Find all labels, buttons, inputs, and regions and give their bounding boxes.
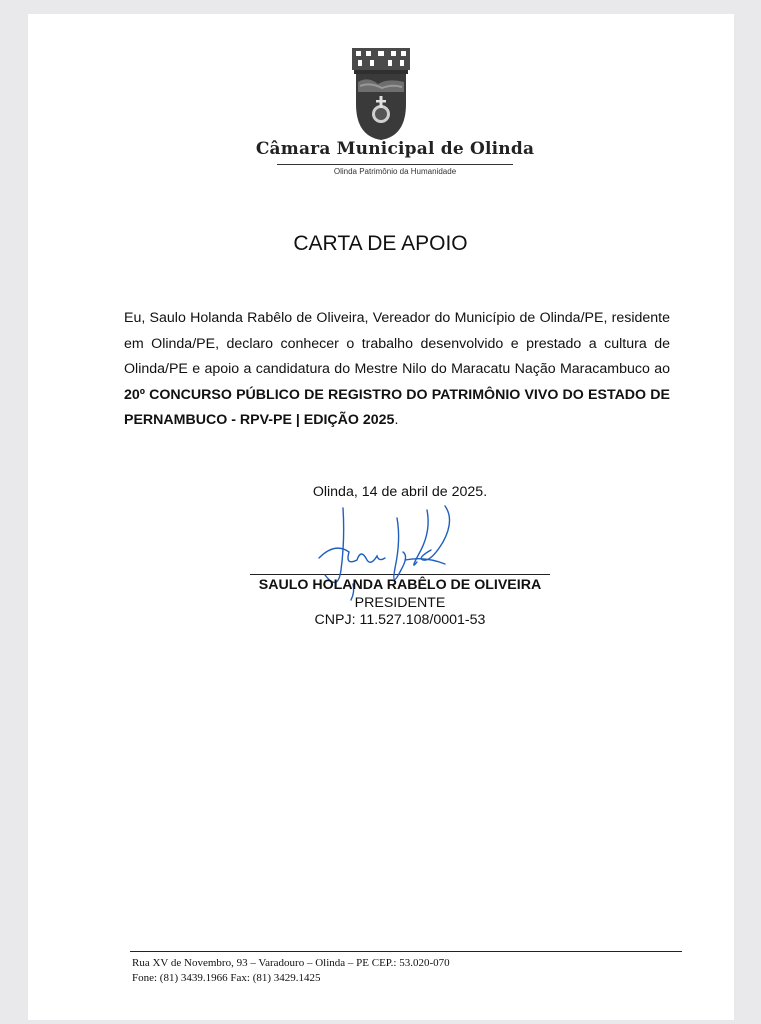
signer-name: SAULO HOLANDA RABÊLO DE OLIVEIRA bbox=[258, 577, 542, 593]
document-title: CARTA DE APOIO bbox=[293, 232, 468, 255]
footer-divider bbox=[130, 951, 682, 952]
date-line: Olinda, 14 de abril de 2025. bbox=[312, 484, 488, 500]
olinda-coat-of-arms-icon bbox=[348, 46, 414, 142]
institution-name: Câmara Municipal de Olinda bbox=[255, 139, 535, 159]
body-end-text: . bbox=[394, 412, 399, 428]
signer-role: PRESIDENTE bbox=[354, 595, 446, 611]
handwritten-signature bbox=[305, 500, 470, 610]
footer-phones: Fone: (81) 3439.1966 Fax: (81) 3429.1425 bbox=[132, 972, 321, 984]
letter-body bbox=[124, 306, 670, 434]
header-divider bbox=[277, 164, 513, 165]
institution-tagline: Olinda Patrimônio da Humanidade bbox=[333, 167, 457, 176]
body-plain-text: Eu, Saulo Holanda Rabêlo de Oliveira, Vereador do Município de Olinda/PE, residente em Olinda/PE, declaro conhecer o trabalho desenvolvido e prestado a cultura de Olinda/PE e apoio a candidatura do Mestre Nilo do Maracatu Nação Maracambuco ao bbox=[124, 310, 670, 377]
footer-address: Rua XV de Novembro, 93 – Varadouro – Olinda – PE CEP.: 53.020-070 bbox=[132, 957, 450, 969]
footer bbox=[132, 956, 450, 986]
signer-cnpj: CNPJ: 11.527.108/0001-53 bbox=[314, 612, 486, 628]
body-bold-text: 20º CONCURSO PÚBLICO DE REGISTRO DO PATRIMÔNIO VIVO DO ESTADO DE PERNAMBUCO - RPV-PE | EDIÇÃO 2025 bbox=[124, 386, 670, 428]
